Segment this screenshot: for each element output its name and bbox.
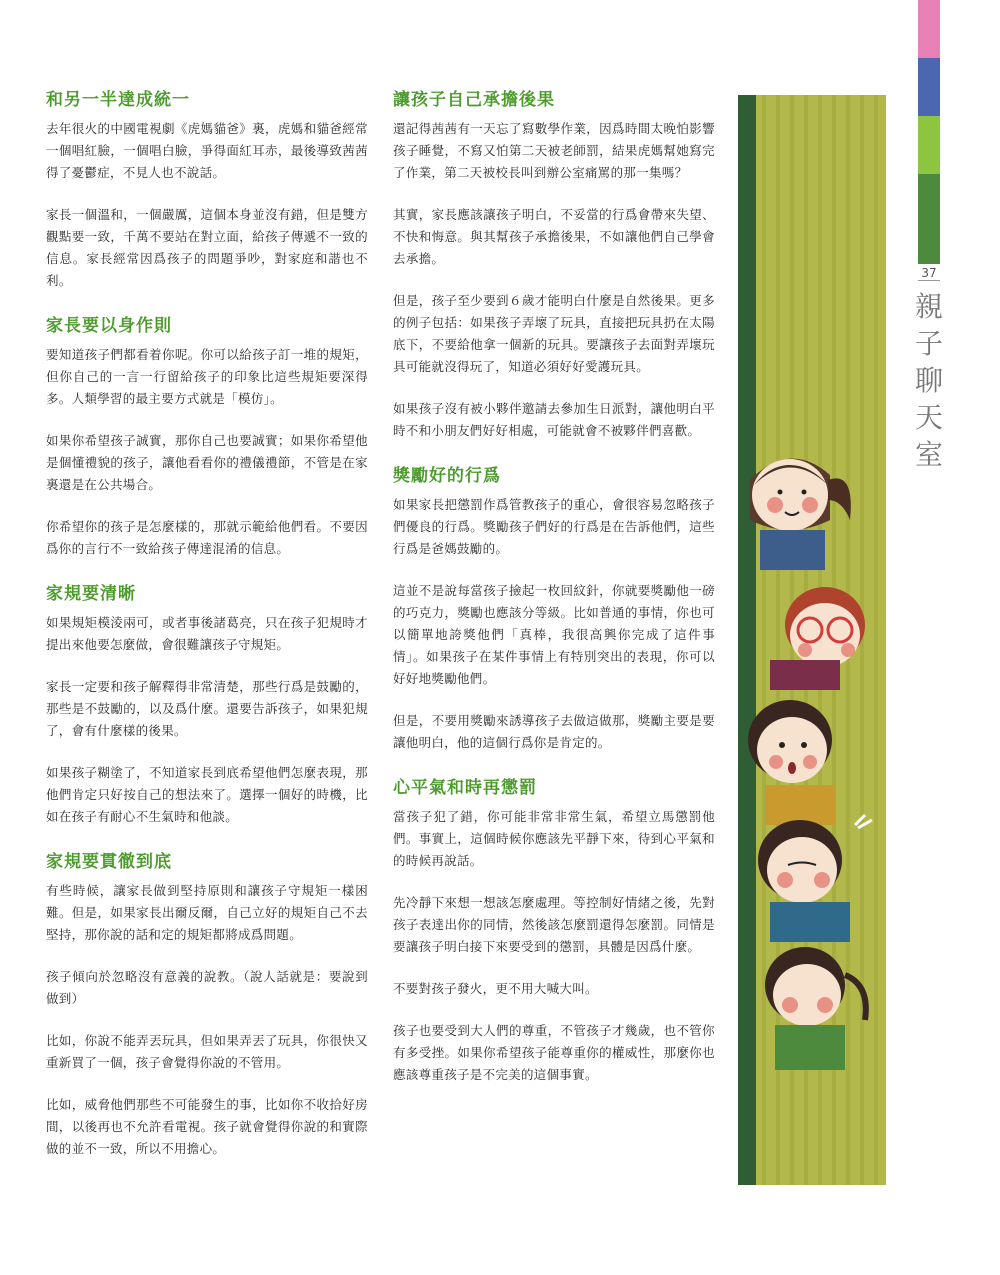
section-title-char: 室 bbox=[914, 438, 943, 471]
article-section bbox=[46, 314, 368, 560]
paragraph: 家長一定要和孩子解釋得非常清楚，那些行爲是鼓勵的，那些是不鼓勵的，以及爲什麼。還要告訴孩子，如果犯規了，會有什麼樣的後果。 bbox=[46, 679, 368, 738]
paragraph: 這並不是說每當孩子撿起一枚回紋針，你就要獎勵他一磅的巧克力，獎勵也應該分等級。比如普通的事情，你也可以簡單地誇獎他們「真棒，我很高興你完成了這件事情」。如果孩子在某件事情上有特別突出的表現，你可以好好地獎勵他們。 bbox=[393, 583, 715, 686]
paragraph: 你希望你的孩子是怎麼樣的，那就示範給他們看。不要因爲你的言行不一致給孩子傳達混淆的信息。 bbox=[46, 519, 368, 556]
section-heading: 和另一半達成統一 bbox=[46, 90, 190, 110]
child-illustration bbox=[748, 700, 835, 825]
paragraph: 不要對孩子發火，更不用大喊大叫。 bbox=[393, 981, 598, 996]
paragraph: 但是，不要用獎勵來誘導孩子去做這做那，獎勵主要是要讓他明白，他的這個行爲你是肯定的。 bbox=[393, 713, 715, 750]
section-heading: 心平氣和時再懲罰 bbox=[393, 778, 537, 798]
paragraph: 其實，家長應該讓孩子明白，不妥當的行爲會帶來失望、不快和悔意。與其幫孩子承擔後果，不如讓他們自己學會去承擔。 bbox=[393, 207, 715, 266]
paragraph: 如果規矩模淩兩可，或者事後諸葛亮，只在孩子犯規時才提出來他要怎麼做，會很難讓孩子守規矩。 bbox=[46, 615, 368, 652]
article-section bbox=[46, 850, 368, 1160]
section-heading: 獎勵好的行爲 bbox=[393, 466, 501, 486]
section-title-char: 親 bbox=[914, 290, 943, 323]
paragraph: 家長一個溫和，一個嚴厲，這個本身並沒有錯，但是雙方觀點要一致，千萬不要站在對立面，給孩子傳遞不一致的信息。家長經常因爲孩子的問題爭吵，對家庭和諧也不利。 bbox=[46, 207, 368, 288]
color-tab-dark-green bbox=[918, 174, 940, 264]
section-heading: 家規要貫徹到底 bbox=[46, 852, 172, 872]
paragraph: 如果家長把懲罰作爲管教孩子的重心，會很容易忽略孩子們優良的行爲。獎勵孩子們好的行爲是在告訴他們，這些行爲是爸媽鼓勵的。 bbox=[393, 497, 715, 556]
color-tab-pink bbox=[918, 0, 940, 58]
article-section bbox=[393, 88, 715, 442]
paragraph: 當孩子犯了錯，你可能非常非常生氣，希望立馬懲罰他們。事實上，這個時候你應該先平靜下來，待到心平氣和的時候再說話。 bbox=[393, 809, 715, 868]
paragraph: 先冷靜下來想一想該怎麼處理。等控制好情緒之後，先對孩子表達出你的同情，然後該怎麼罰還得怎麼罰。同情是要讓孩子明白接下來要受到的懲罰，具體是因爲什麼。 bbox=[393, 895, 715, 954]
left-column bbox=[46, 88, 368, 1182]
paragraph: 如果孩子沒有被小夥伴邀請去參加生日派對，讓他明白平時不和小朋友們好好相處，可能就會不被夥伴們喜歡。 bbox=[393, 401, 715, 438]
paragraph: 還記得茜茜有一天忘了寫數學作業，因爲時間太晚怕影響孩子睡覺，不寫又怕第二天被老師罰，結果虎媽幫她寫完了作業，第二天被校長叫到辦公室痛罵的那一集嗎？ bbox=[393, 121, 715, 180]
paragraph: 如果你希望孩子誠實，那你自己也要誠實；如果你希望他是個懂禮貌的孩子，讓他看看你的禮儀禮節，不管是在家裏還是在公共場合。 bbox=[46, 433, 368, 492]
paragraph: 要知道孩子們都看着你呢。你可以給孩子訂一堆的規矩，但你自己的一言一行留給孩子的印象比這些規矩要深得多。人類學習的最主要方式就是「模仿」。 bbox=[46, 347, 368, 406]
section-heading: 家規要清晰 bbox=[46, 584, 136, 604]
child-illustration bbox=[750, 459, 851, 570]
section-heading: 家長要以身作則 bbox=[46, 316, 172, 336]
section-title-char: 聊 bbox=[914, 364, 943, 397]
child-illustration bbox=[770, 587, 865, 690]
section-heading: 讓孩子自己承擔後果 bbox=[393, 90, 555, 110]
article-section bbox=[46, 88, 368, 292]
color-tab-blue bbox=[918, 58, 940, 116]
section-title-vertical bbox=[912, 288, 946, 473]
article-section bbox=[393, 464, 715, 754]
paragraph: 但是，孩子至少要到６歲才能明白什麼是自然後果。更多的例子包括：如果孩子弄壞了玩具，直接把玩具扔在太陽底下，不要給他拿一個新的玩具。要讓孩子去面對弄壞玩具可能就沒得玩了，知道必須好好愛護玩具。 bbox=[393, 293, 715, 374]
paragraph: 比如，你說不能弄丟玩具，但如果弄丟了玩具，你很快又重新買了一個，孩子會覺得你說的不管用。 bbox=[46, 1033, 368, 1070]
paragraph: 去年很火的中國電視劇《虎媽貓爸》裏，虎媽和貓爸經常一個唱紅臉，一個唱白臉，爭得面紅耳赤，最後導致茜茜得了憂鬱症，不見人也不說話。 bbox=[46, 121, 368, 180]
paragraph: 比如，威脅他們那些不可能發生的事，比如你不收拾好房間，以後再也不允許看電視。孩子就會覺得你說的和實際做的並不一致，所以不用擔心。 bbox=[46, 1097, 368, 1156]
paragraph: 有些時候，讓家長做到堅持原則和讓孩子守規矩一樣困難。但是，如果家長出爾反爾，自己立好的規矩自己不去堅持，那你說的話和定的規矩都將成爲問題。 bbox=[46, 883, 368, 942]
article-section bbox=[46, 582, 368, 828]
color-tab-green bbox=[918, 116, 940, 174]
child-illustration bbox=[758, 815, 872, 942]
page-number: 37 bbox=[918, 266, 940, 281]
child-illustration bbox=[765, 947, 866, 1070]
section-title-char: 天 bbox=[914, 401, 943, 434]
middle-column bbox=[393, 88, 715, 1108]
paragraph: 孩子傾向於忽略沒有意義的說教。（說人話就是：要說到做到） bbox=[46, 969, 368, 1006]
children-illustration bbox=[730, 440, 890, 1080]
article-section bbox=[393, 776, 715, 1086]
section-title-char: 子 bbox=[914, 327, 943, 360]
paragraph: 如果孩子糊塗了，不知道家長到底希望他們怎麼表現，那他們肯定只好按自己的想法來了。選擇一個好的時機，比如在孩子有耐心不生氣時和他談。 bbox=[46, 765, 368, 824]
paragraph: 孩子也要受到大人們的尊重，不管孩子才幾歲，也不管你有多受挫。如果你希望孩子能尊重你的權威性，那麼你也應該尊重孩子是不完美的這個事實。 bbox=[393, 1023, 715, 1082]
